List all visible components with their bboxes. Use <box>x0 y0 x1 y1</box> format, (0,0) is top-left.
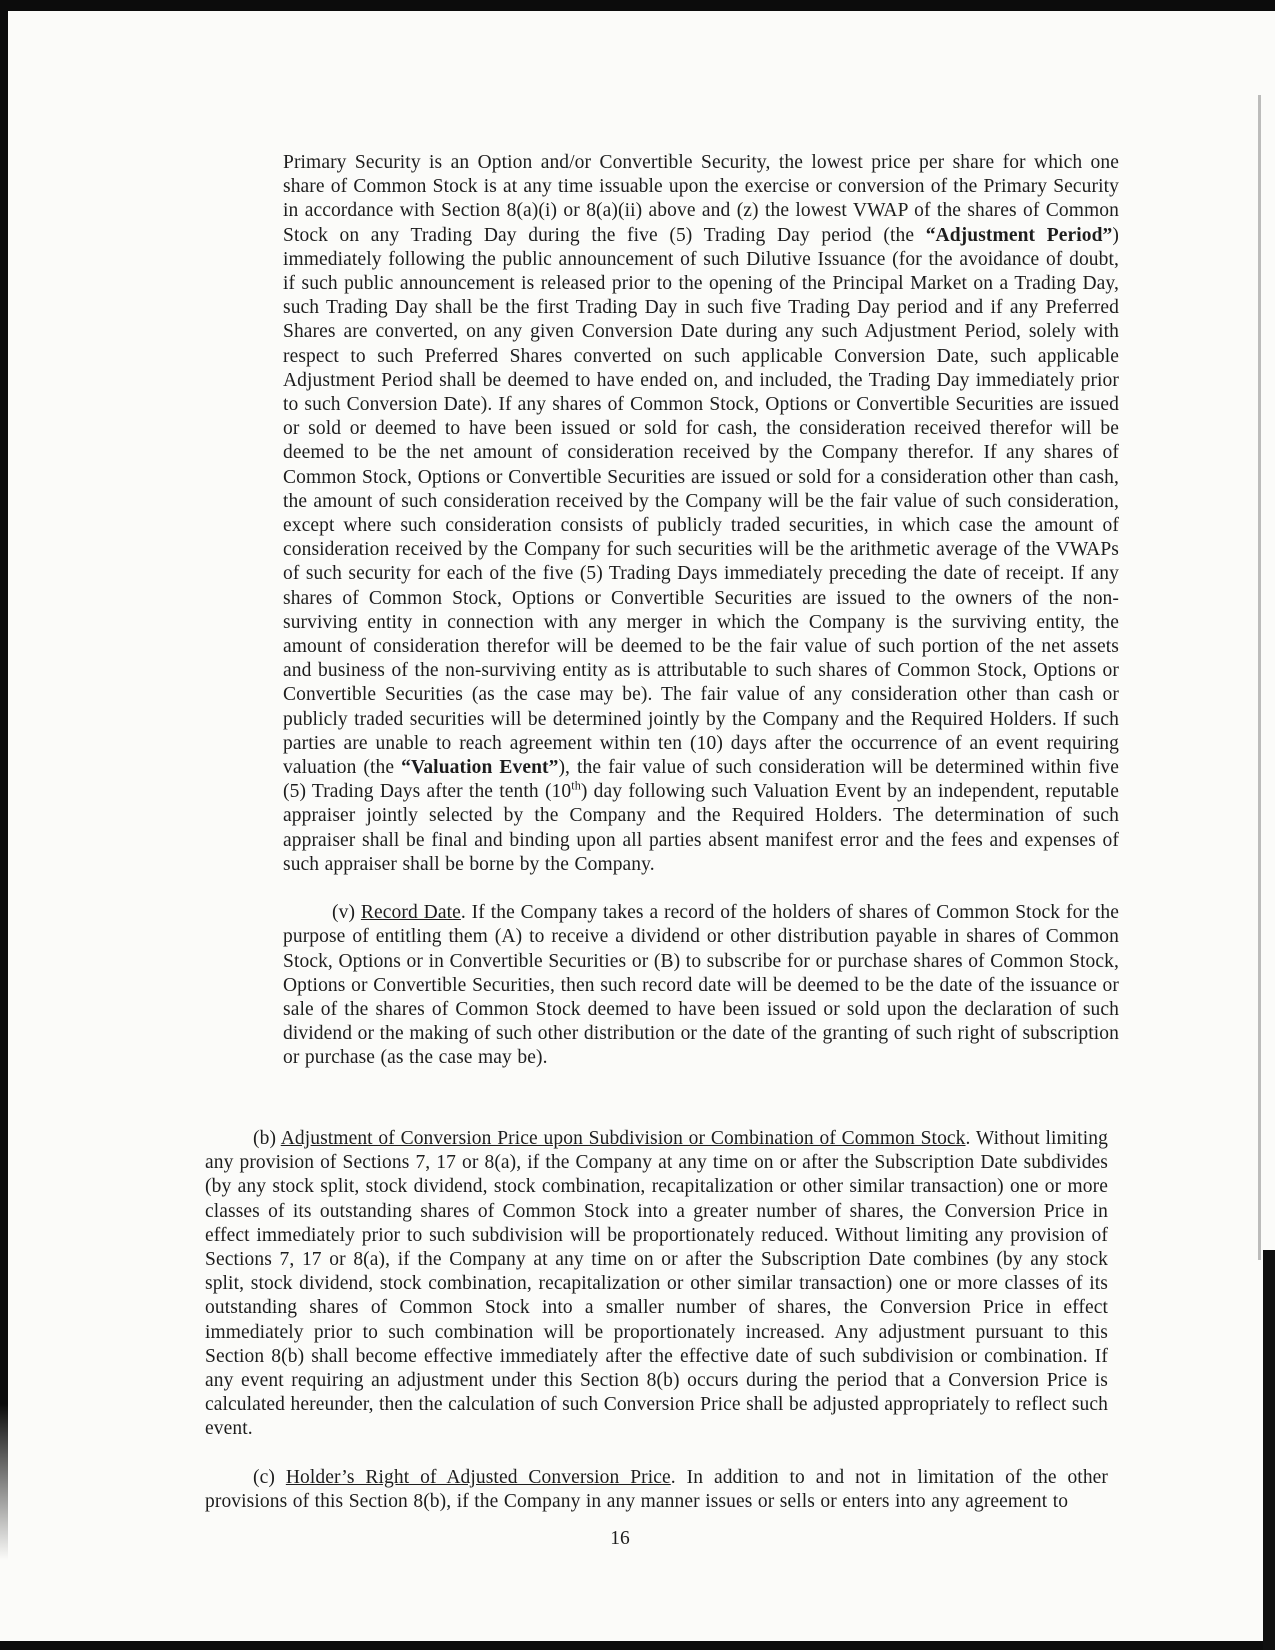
text-run: (b) <box>253 1128 281 1149</box>
text-run: Primary Security is an Option and/or Convertible Security, the lowest price per share for which one share of Common Stock is at any time issuable upon the exercise or conversion of the Primary Security in accordance with Section 8(a)(i) or 8(a)(ii) above and (z) the lowest VWAP of the shares of Common Stock on any Trading Day during the five (5) Trading Day period (the <box>283 152 1119 246</box>
text-run: (v) <box>332 902 361 924</box>
paragraph-holders-right-adjusted-conversion-price <box>205 1466 1108 1514</box>
text-run: . Without limiting any provision of Sections 7, 17 or 8(a), if the Company at any time on or after the Subscription Date subdivides (by any stock split, stock dividend, stock combination, recapitalization or other similar transaction) one or more classes of its outstanding shares of Common Stock into a greater number of shares, the Conversion Price in effect immediately prior to such subdivision will be proportionately reduced. Without limiting any provision of Sections 7, 17 or 8(a), if the Company at any time on or after the Subscription Date combines (by any stock split, stock dividend, stock combination, recapitalization or other similar transaction) one or more classes of its outstanding shares of Common Stock into a smaller number of shares, the Conversion Price in effect immediately prior to such combination will be proportionately increased. Any adjustment pursuant to this Section 8(b) shall become effective immediately after the effective date of such subdivision or combination. If any event requiring an adjustment under this Section 8(b) occurs during the period that a Conversion Price is calculated hereunder, then the calculation of such Conversion Price shall be adjusted appropriately to reflect such event. <box>205 1128 1108 1440</box>
text-run: Holder’s Right of Adjusted Conversion Price <box>285 1466 671 1488</box>
text-block-upper <box>283 151 1119 1071</box>
text-run: (c) <box>253 1466 286 1488</box>
paragraph-adjustment-subdivision-combination <box>205 1127 1108 1442</box>
page-number: 16 <box>610 1528 630 1549</box>
text-run: th <box>571 778 581 793</box>
text-run: “Adjustment Period” <box>925 224 1113 246</box>
scan-edge-bottom <box>0 1641 1275 1650</box>
text-run: Record Date <box>360 902 461 924</box>
scan-edge-right-lower <box>1263 1250 1275 1650</box>
text-run: . If the Company takes a record of the holders of shares of Common Stock for the purpose of entitling them (A) to receive a dividend or other distribution payable in shares of Common Stock, Options or in Convertible Securities or (B) to subscribe for or purchase shares of Common Stock, Options or Convertible Securities, then such record date will be deemed to be the date of the issuance or sale of the shares of Common Stock deemed to have been issued or sold upon the declaration of such dividend or the making of such other distribution or the date of the granting of such right of subscription or purchase (as the case may be). <box>283 902 1119 1069</box>
text-run: ) immediately following the public announcement of such Dilutive Issuance (for the avoidance of doubt, if such public announcement is released prior to the opening of the Principal Market on a Trading Day, such Trading Day shall be the first Trading Day in such five Trading Day period and if any Preferred Shares are converted, on any given Conversion Date during any such Adjustment Period, solely with respect to such Preferred Shares converted on such applicable Conversion Date, such applicable Adjustment Period shall be deemed to have ended on, and included, the Trading Day immediately prior to such Conversion Date). If any shares of Common Stock, Options or Convertible Securities are issued or sold or deemed to have been issued or sold for cash, the consideration received therefor will be deemed to be the net amount of consideration received by the Company therefor. If any shares of Common Stock, Options or Convertible Securities are issued or sold for a consideration other than cash, the amount of such consideration received by the Company will be the fair value of such consideration, except where such consideration consists of publicly traded securities, in which case the amount of consideration received by the Company for such securities will be the arithmetic average of the VWAPs of such security for each of the five (5) Trading Days immediately preceding the date of receipt. If any shares of Common Stock, Options or Convertible Securities are issued to the owners of the non-surviving entity in connection with any merger in which the Company is the surviving entity, the amount of consideration therefor will be deemed to be the fair value of such portion of the net assets and business of the non-surviving entity as is attributable to such shares of Common Stock, Options or Convertible Securities (as the case may be). The fair value of any consideration other than cash or publicly traded securities will be determined jointly by the Company and the Required Holders. If such parties are unable to reach agreement within ten (10) days after the occurrence of an event requiring valuation (the <box>283 224 1119 779</box>
text-block-lower <box>205 1127 1108 1514</box>
text-run: “Valuation Event” <box>401 757 559 779</box>
text-run: . In addition to and not in limitation of the other provisions of this Section 8(b), if the Company in any manner issues or sells or enters into any agreement to <box>205 1466 1109 1512</box>
text-run: ), the fair value of such consideration will be determined within five (5) Trading Days after the tenth (10 <box>283 757 1119 803</box>
scan-edge-right-line <box>1258 95 1261 1260</box>
paragraph-dilutive-issuance-continuation <box>283 151 1119 877</box>
paragraph-record-date <box>283 901 1119 1070</box>
scan-edge-top <box>0 0 1275 11</box>
text-run: Adjustment of Conversion Price upon Subdivision or Combination of Common Stock <box>280 1128 966 1149</box>
scan-edge-left <box>0 0 8 1560</box>
text-run: ) day following such Valuation Event by an independent, reputable appraiser jointly selected by the Company and the Required Holders. The determination of such appraiser shall be final and binding upon all parties absent manifest error and the fees and expenses of such appraiser shall be borne by the Company. <box>283 781 1119 875</box>
